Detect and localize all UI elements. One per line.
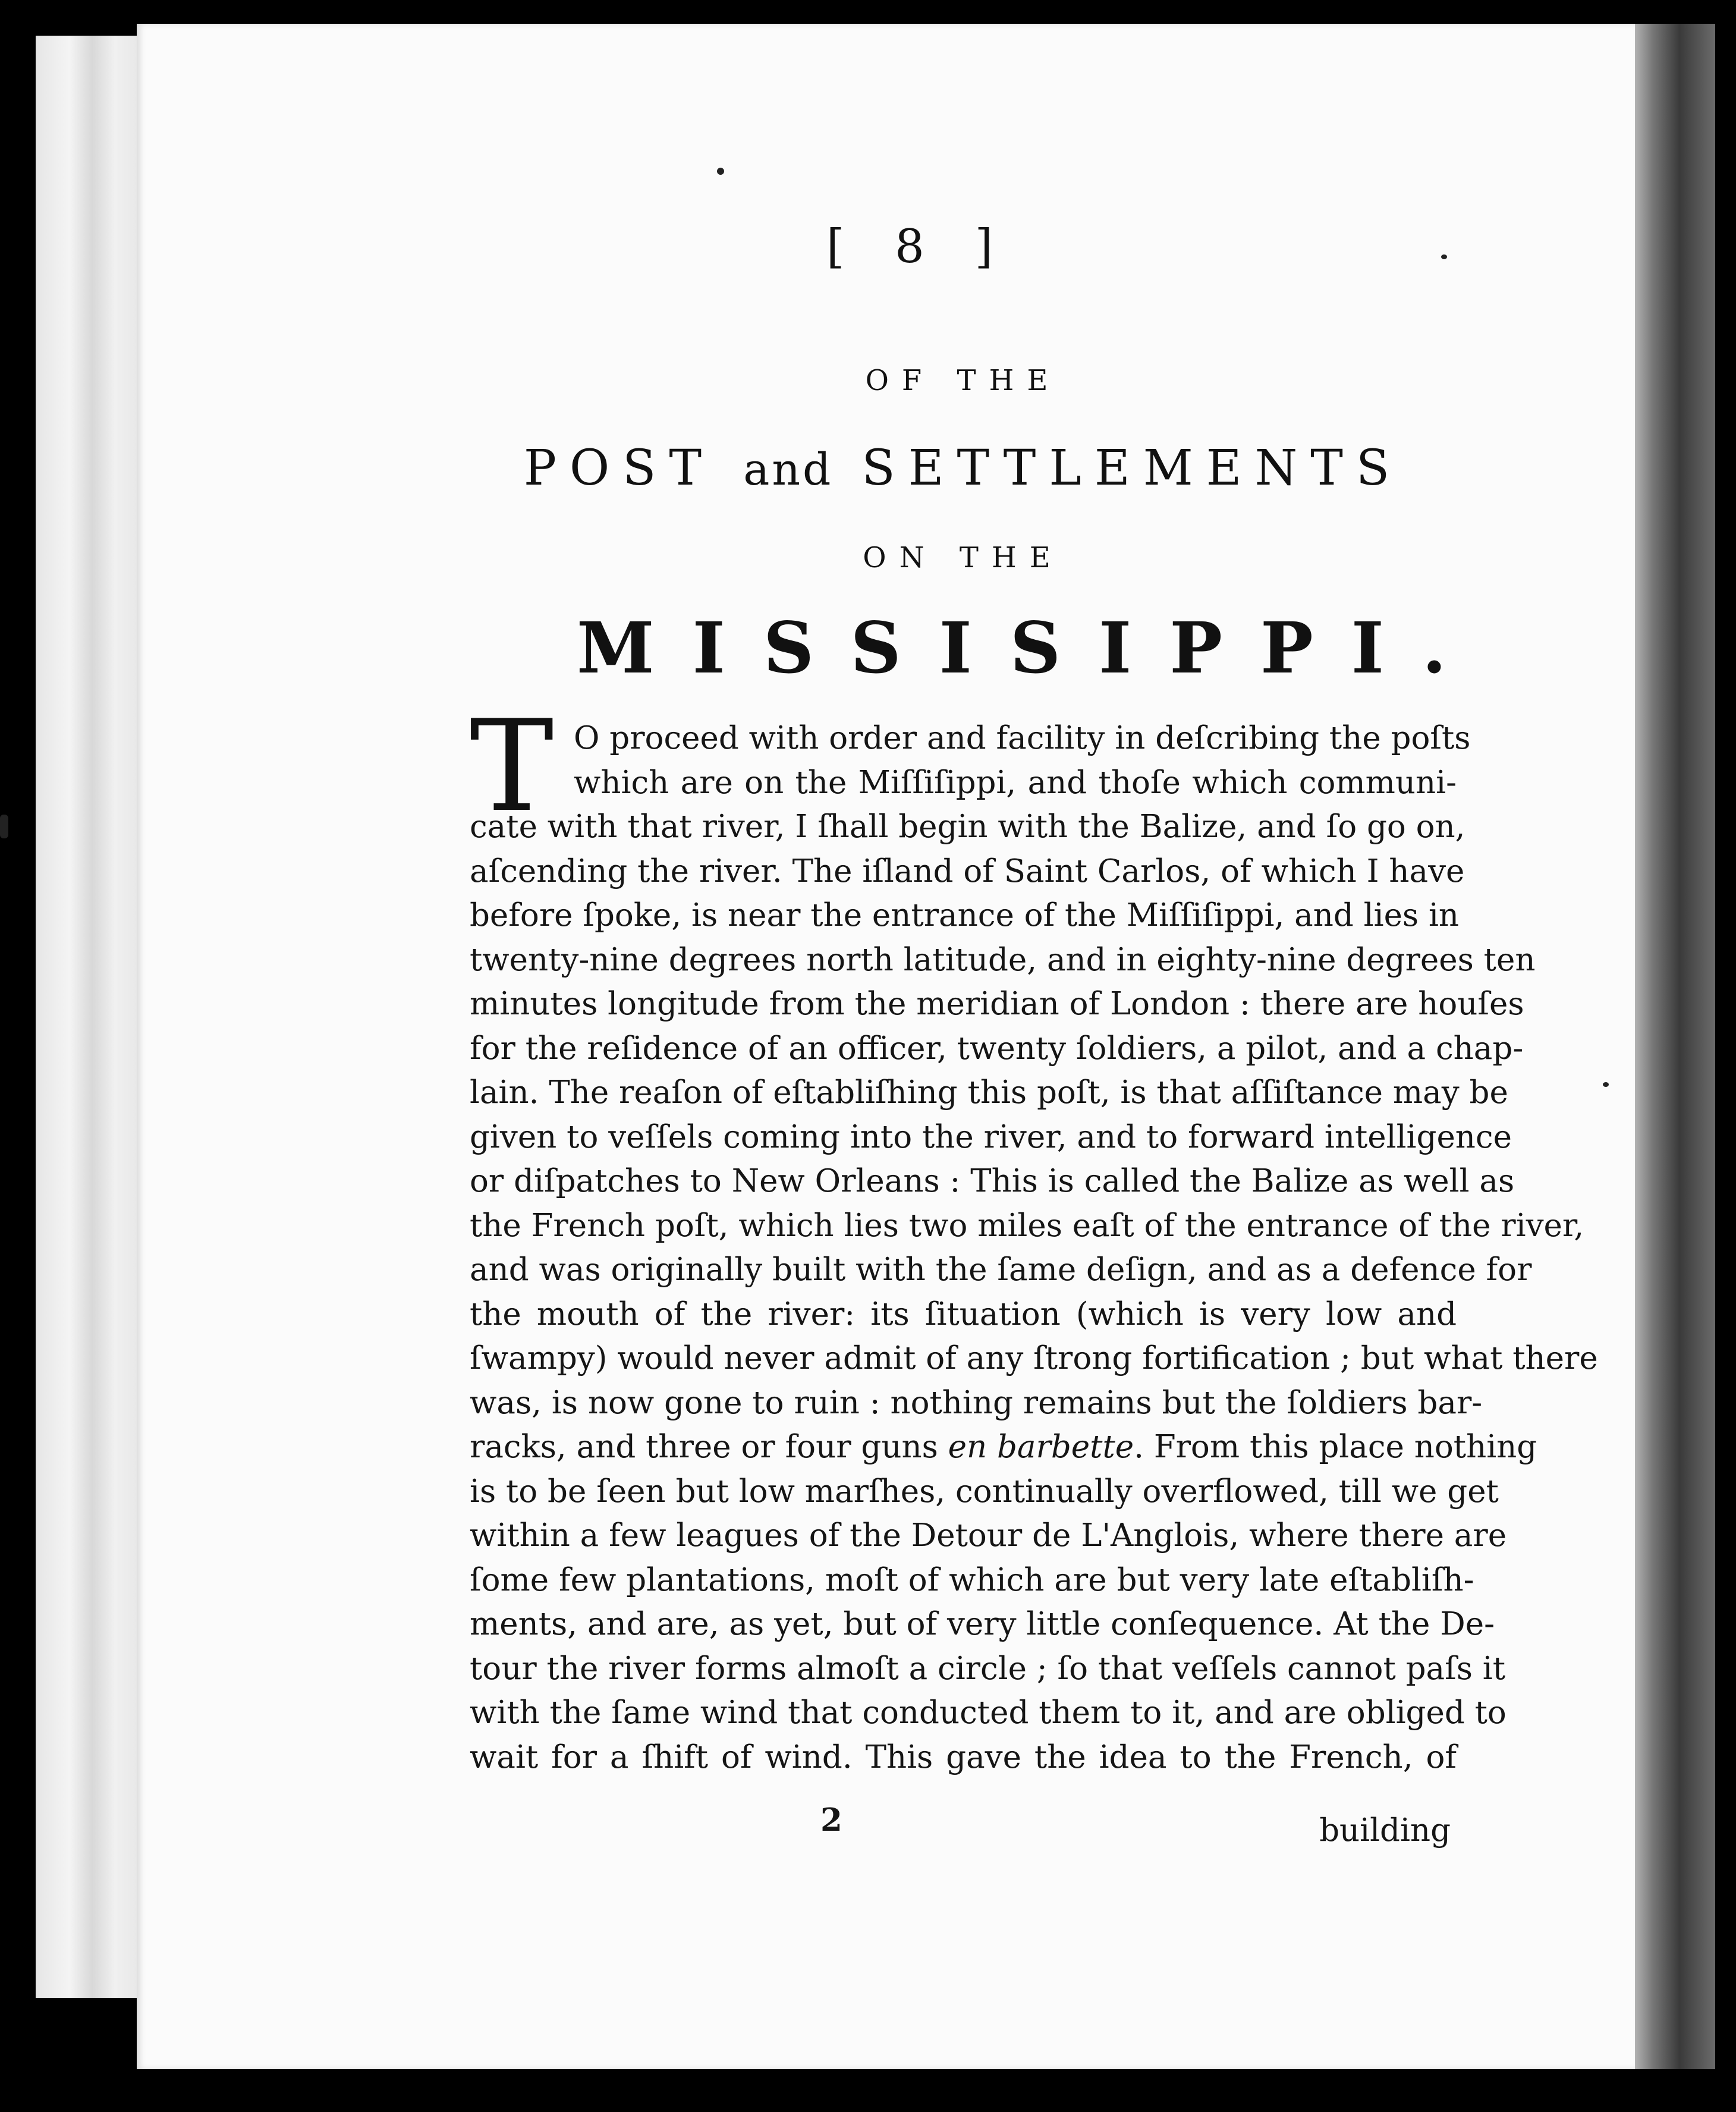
body-line: or diſpatches to New Orleans : This is called the Balize as well as [470,1163,1515,1199]
heading-on-the: ON THE [863,541,1064,574]
body-line: for the reſidence of an officer, twenty ſoldiers, a pilot, and a chap- [470,1030,1524,1067]
body-line: lain. The reaſon of eſtabliſhing this poſt, is that aſſiſtance may be [470,1074,1508,1111]
signature-mark: 2 [820,1802,842,1838]
body-line: O proceed with order and facility in deſcribing the poſts [574,720,1471,756]
ink-speck [717,168,724,175]
body-line: which are on the Miſſiſippi, and thoſe which communi- [574,764,1457,801]
body-line: was, is now gone to ruin : nothing remains but the ſoldiers bar- [470,1384,1483,1421]
book-spine-shadow [1626,24,1715,2069]
body-line: within a few leagues of the Detour de L'Anglois, where there are [470,1517,1507,1554]
body-line: and was originally built with the ſame deſign, and as a defence for [470,1252,1532,1288]
ink-speck [1603,1082,1609,1087]
body-line: before ſpoke, is near the entrance of the Miſſiſippi, and lies in [470,897,1460,934]
body-line: ſome few plantations, moſt of which are but very late eſtabliſh- [470,1561,1474,1598]
ink-speck [1441,254,1447,259]
heading-of-the: OF THE [865,364,1061,397]
heading-and: and [743,444,834,495]
body-line: twenty-nine degrees north latitude, and in eighty-nine degrees ten [470,941,1536,978]
ink-speck [0,815,8,838]
drop-cap: T [470,693,554,840]
body-line: wait for a ſhift of wind. This gave the idea to the French, of [470,1739,1457,1775]
body-text [470,716,1598,1780]
page-footer [820,1802,1451,1849]
heading-settlements: SETTLEMENTS [861,440,1403,496]
body-line: ſwampy) would never admit of any ſtrong fortification ; but what there [470,1340,1598,1376]
body-line: ments, and are, as yet, but of very little conſequence. At the De- [470,1606,1495,1642]
body-line: minutes longitude from the meridian of London : there are houſes [470,986,1524,1022]
heading-missisippi: MISSISIPPI. [577,606,1485,689]
body-line: with the ſame wind that conducted them to it, and are obliged to [470,1695,1507,1731]
body-line: aſcending the river. The iſland of Saint Carlos, of which I have [470,853,1465,890]
body-line: the French poſt, which lies two miles eaſt of the entrance of the river, [470,1207,1584,1244]
body-line: is to be ſeen but low marſhes, continually overflowed, till we get [470,1473,1499,1510]
body-line: cate with that river, I ſhall begin with the Balize, and ſo go on, [470,809,1465,845]
heading-post: POST [523,440,715,496]
body-line: given to veſſels coming into the river, and to forward intelligence [470,1118,1512,1155]
page-number: [ 8 ] [826,220,1011,274]
body-line: the mouth of the river: its ſituation (which is very low and [470,1296,1457,1332]
body-line: racks, and three or four guns en barbette. From this place nothing [470,1429,1537,1465]
heading-post-and-settlements [464,440,1463,496]
body-line: tour the river forms almoſt a circle ; ſo that veſſels cannot paſs it [470,1650,1506,1687]
book-page-edges [36,36,150,1998]
catchword: building [1319,1812,1451,1849]
